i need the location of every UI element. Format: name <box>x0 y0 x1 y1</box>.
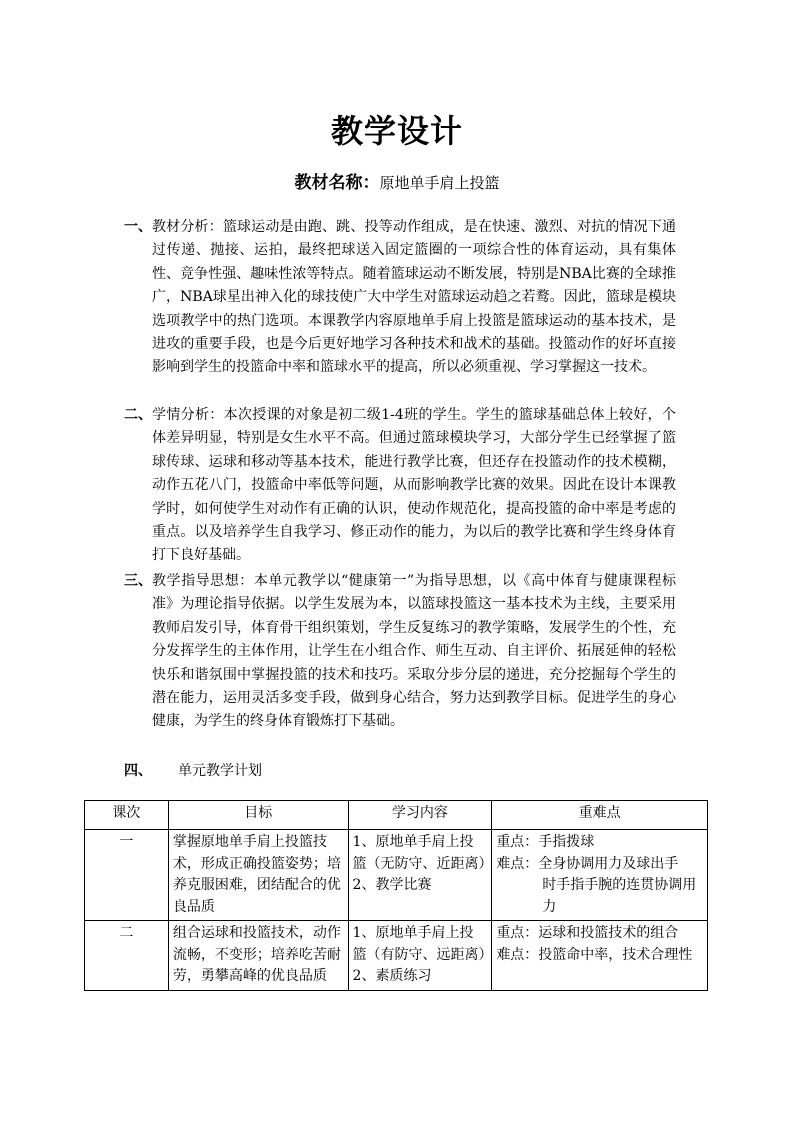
table-row <box>85 830 708 921</box>
header-lesson: 课次 <box>85 801 169 830</box>
section-text: 本单元教学以“健康第一”为指导思想，以《高中体育与健康课程标准》为理论指导依据。以学生发展为本，以篮球投篮这一基本技术为主线，主要采用教师启发引导，体育骨干组织策划，学生反复练习的教学策略，发展学生的个性，充分发挥学生的主体作用，让学生在小组合作、师生互动、自主评价、拓展延伸的轻松快乐和谐氛围中掌握投篮的技术和技巧。采取分步分层的递进，充分挖掘每个学生的潜在能力，运用灵活多变手段，做到身心结合，努力达到教学目标。促进学生的身心健康，为学生的终身体育锻炼打下基础。 <box>152 573 676 730</box>
header-key-points: 重难点 <box>492 801 708 830</box>
section-number: 二、 <box>124 407 152 423</box>
section-heading: 教学指导思想： <box>152 573 254 589</box>
material-name <box>0 168 794 193</box>
lesson-key-points <box>492 830 708 921</box>
content-item: 2、素质练习 <box>352 968 432 984</box>
unit-plan-table <box>84 800 708 991</box>
material-value: 原地单手肩上投篮 <box>379 174 500 192</box>
section-learning-analysis <box>124 404 676 568</box>
table-row <box>85 921 708 991</box>
section-number: 四、 <box>124 763 152 779</box>
content-item: 1、原地单手肩上投篮（无防守、近距离） <box>352 834 493 872</box>
section-heading: 学情分析： <box>152 407 224 423</box>
key-point: 重点：手指拨球 <box>496 834 595 850</box>
content-item: 2、教学比赛 <box>352 877 432 893</box>
section-text: 篮球运动是由跑、跳、投等动作组成，是在快速、激烈、对抗的情况下通过传递、抛接、运拍，最终把球送入固定篮圈的一项综合性的体育运动，具有集体性、竞争性强、趣味性浓等特点。随着篮球运动不断发展，特别是NBA比赛的全球推广，NBA球星出神入化的球技使广大中学生对篮球运动趋之若鹜。因此，篮球是模块选项教学中的热门选项。本课教学内容原地单手肩上投篮是篮球运动的基本技术，是进攻的重要手段，也是今后更好地学习各种技术和战术的基础。投篮动作的好坏直接影响到学生的投篮命中率和篮球水平的提高，所以必须重视、学习掌握这一技术。 <box>152 219 677 376</box>
section-paragraph <box>152 404 676 568</box>
section-unit-plan <box>124 760 676 783</box>
lesson-content <box>348 921 492 991</box>
section-paragraph <box>152 570 676 734</box>
difficulty: 难点：投篮命中率，技术合理性 <box>496 946 693 963</box>
table-header-row <box>85 801 708 830</box>
header-goal: 目标 <box>168 801 348 830</box>
difficulty: 难点：全身协调用力及球出手 <box>496 855 679 872</box>
section-paragraph <box>152 216 676 380</box>
content-item: 1、原地单手肩上投篮（有防守、远距离） <box>352 925 493 963</box>
lesson-number: 二 <box>85 921 169 991</box>
section-heading: 教材分析： <box>152 219 223 235</box>
lesson-goal: 组合运球和投篮技术，动作流畅，不变形；培养吃苦耐劳，勇攀高峰的优良品质 <box>168 921 348 991</box>
lesson-content <box>348 830 492 921</box>
page-title: 教学设计 <box>330 112 463 150</box>
section-guiding-ideology <box>124 570 676 734</box>
lesson-key-points <box>492 921 708 991</box>
section-text: 本次授课的对象是初二级1-4班的学生。学生的篮球基础总体上较好，个体差异明显，特别是女生水平不高。但通过篮球模块学习，大部分学生已经掌握了篮球传球、运球和移动等基本技术，能进行教学比赛，但还存在投篮动作的技术模糊，动作五花八门，投篮命中率低等问题，从而影响教学比赛的效果。因此在设计本课教学时，如何使学生对动作有正确的认识，使动作规范化，提高投篮的命中率是考虑的重点。以及培养学生自我学习、修正动作的能力，为以后的教学比赛和学生终身体育打下良好基础。 <box>152 407 677 564</box>
lesson-goal: 掌握原地单手肩上投篮技术，形成正确投篮姿势；培养克服困难，团结配合的优良品质 <box>168 830 348 921</box>
difficulty-continued: 时手指手腕的连贯协调用力 <box>542 877 697 915</box>
section-teaching-material <box>124 216 676 380</box>
section-number: 三、 <box>124 573 152 589</box>
material-label: 教材名称： <box>294 173 380 193</box>
key-point: 重点：运球和投篮技术的组合 <box>496 925 679 941</box>
lesson-number: 一 <box>85 830 169 921</box>
header-content: 学习内容 <box>348 801 492 830</box>
section-heading: 单元教学计划 <box>178 763 262 779</box>
section-number: 一、 <box>124 219 152 235</box>
